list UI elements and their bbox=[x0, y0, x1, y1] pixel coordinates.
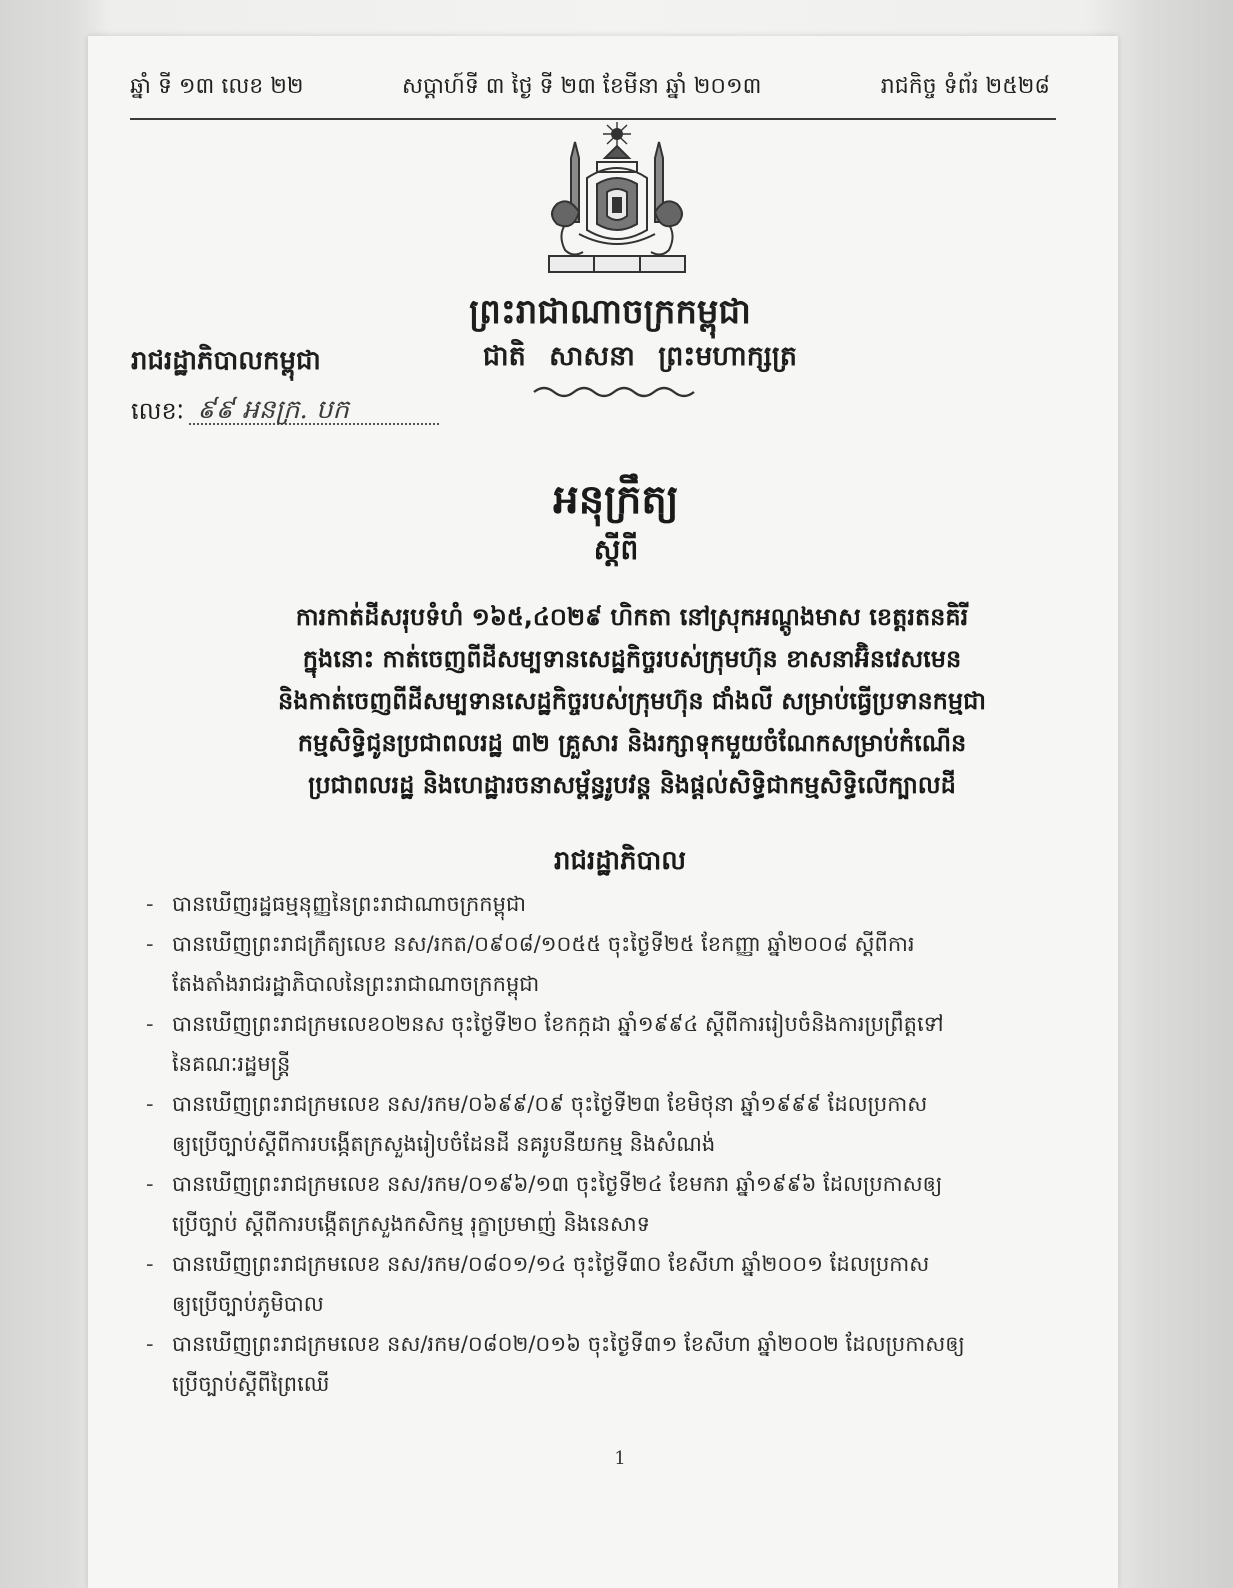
ornament-divider-icon bbox=[530, 384, 700, 400]
issuing-government: រាជរដ្ឋាភិបាលកម្ពុជា bbox=[131, 346, 321, 376]
consideration-line: ឲ្យប្រើច្បាប់ស្តីពីការបង្កើតក្រសួងរៀបចំដែនដី នគរូបនីយកម្ម និងសំណង់ bbox=[172, 1132, 716, 1156]
consideration-item bbox=[140, 1164, 1100, 1244]
gazette-page-ref: រាជកិច្ច ទំព័រ ២៥២៨ bbox=[880, 74, 1050, 99]
document-type-heading: អនុក្រឹត្យ bbox=[553, 477, 679, 523]
title-line: ការកាត់ដីសរុបទំហំ ១៦៥,៤០២៩ ហិកតា នៅស្រុកអណ្តូងមាស ខេត្តរតនគិរី bbox=[295, 603, 969, 631]
reference-dotted-line bbox=[189, 394, 439, 425]
title-line: ក្នុងនោះ កាត់ចេញពីដីសម្បទានសេដ្ឋកិច្ចរបស់ក្រុមហ៊ុន ខាសនាអ៊ិនវេសមេន bbox=[302, 645, 962, 673]
consideration-item bbox=[140, 1084, 1100, 1164]
reference-number bbox=[131, 396, 439, 436]
national-motto: ជាតិ សាសនា ព្រះមហាក្សត្រ bbox=[482, 341, 798, 372]
consideration-line: ប្រើច្បាប់ ស្តីពីការបង្កើតក្រសួងកសិកម្ម រុក្ខាប្រមាញ់ និងនេសាទ bbox=[172, 1212, 650, 1236]
document-title bbox=[210, 596, 1054, 806]
reference-label: លេខៈ bbox=[131, 397, 185, 425]
consideration-line: - បានឃើញព្រះរាជក្រឹត្យលេខ នស/រកត/០៩០៨/១០៥៥ ចុះថ្ងៃទី២៥ ខែកញ្ញា ឆ្នាំ២០០៨ ស្តីពីការ bbox=[172, 932, 915, 956]
gazette-year-issue: ឆ្នាំ ទី ១៣ លេខ ២២ bbox=[130, 74, 304, 99]
consideration-line: ឲ្យប្រើច្បាប់ភូមិបាល bbox=[172, 1292, 324, 1316]
consideration-line: - បានឃើញព្រះរាជក្រមលេខ នស/រកម/០៨០២/០១៦ ចុះថ្ងៃទី៣១ ខែសីហា ឆ្នាំ២០០២ ដែលប្រកាសឲ្យ bbox=[172, 1332, 965, 1356]
page-number: 1 bbox=[614, 1448, 626, 1469]
consideration-line: ប្រើច្បាប់ស្តីពីព្រៃឈើ bbox=[172, 1372, 330, 1396]
kingdom-name: ព្រះរាជាណាចក្រកម្ពុជា bbox=[469, 292, 751, 332]
consideration-line: តែងតាំងរាជរដ្ឋាភិបាលនៃព្រះរាជាណាចក្រកម្ពុជា bbox=[172, 972, 540, 996]
handwritten-reference: ៩៩ អនក្រ. បក bbox=[197, 394, 349, 425]
subject-label: ស្តីពី bbox=[593, 533, 639, 566]
consideration-line: នៃគណៈរដ្ឋមន្ត្រី bbox=[172, 1052, 291, 1076]
consideration-item bbox=[140, 924, 1100, 1004]
consideration-item bbox=[140, 1004, 1100, 1084]
consideration-item bbox=[140, 1324, 1100, 1404]
consideration-line: - បានឃើញព្រះរាជក្រមលេខ នស/រកម/០១៩៦/១៣ ចុះថ្ងៃទី២៤ ខែមករា ឆ្នាំ១៩៩៦ ដែលប្រកាសឲ្យ bbox=[172, 1172, 943, 1196]
royal-coat-of-arms-icon bbox=[527, 118, 707, 278]
title-line: កម្មសិទ្ធិជូនប្រជាពលរដ្ឋ ៣២ គ្រួសារ និងរក្សាទុកមួយចំណែកសម្រាប់កំណើន bbox=[297, 729, 967, 757]
government-heading: រាជរដ្ឋាភិបាល bbox=[553, 846, 687, 876]
consideration-line: - បានឃើញព្រះរាជក្រមលេខ នស/រកម/០៦៩៩/០៩ ចុះថ្ងៃទី២៣ ខែមិថុនា ឆ្នាំ១៩៩៩ ដែលប្រកាស bbox=[172, 1092, 928, 1116]
title-line: ប្រជាពលរដ្ឋ និងហេដ្ឋារចនាសម្ព័ន្ធរូបវន្ត និងផ្តល់សិទ្ធិជាកម្មសិទ្ធិលើក្បាលដី bbox=[308, 771, 956, 799]
gazette-header bbox=[130, 66, 1050, 106]
consideration-line: - បានឃើញព្រះរាជក្រមលេខ នស/រកម/០៨០១/១៤ ចុះថ្ងៃទី៣០ ខែសីហា ឆ្នាំ២០០១ ដែលប្រកាស bbox=[172, 1252, 930, 1276]
gazette-date: សប្តាហ៍ទី ៣ ថ្ងៃ ទី ២៣ ខែមីនា ឆ្នាំ ២០១៣ bbox=[402, 74, 762, 99]
considerations-list bbox=[140, 884, 1100, 1404]
consideration-line: - បានឃើញព្រះរាជក្រមលេខ០២នស ចុះថ្ងៃទី២០ ខែកក្កដា ឆ្នាំ១៩៩៤ ស្តីពីការរៀបចំនិងការប្រព្រឹត្តទៅ bbox=[172, 1012, 944, 1036]
consideration-item bbox=[140, 1244, 1100, 1324]
title-line: និងកាត់ចេញពីដីសម្បទានសេដ្ឋកិច្ចរបស់ក្រុមហ៊ុន ជាំងលី សម្រាប់ធ្វើប្រទានកម្មជា bbox=[278, 687, 986, 715]
consideration-item bbox=[140, 884, 1100, 924]
consideration-line: - បានឃើញរដ្ឋធម្មនុញ្ញនៃព្រះរាជាណាចក្រកម្ពុជា bbox=[172, 892, 526, 916]
